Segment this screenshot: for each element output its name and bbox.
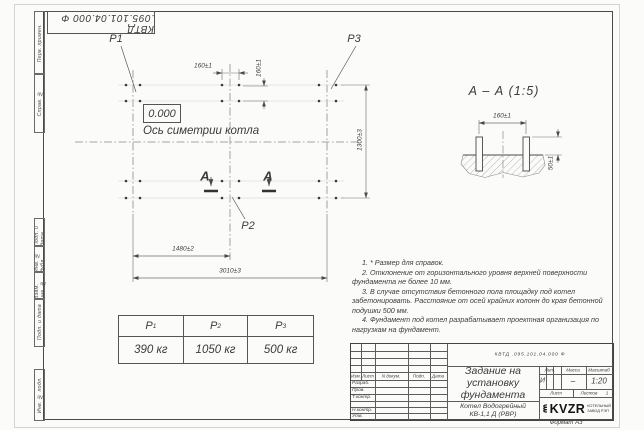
dim-160v-text: 160±1 (255, 58, 263, 78)
boiler-symmetry-axis-label: Ось симетрии котла (143, 125, 260, 137)
note-1: 1. * Размер для справок. (362, 258, 444, 267)
tb-scale-label: Масштаб (588, 367, 610, 373)
margin-label: Справ. № (36, 89, 43, 117)
load-point-p3-label: P3 (347, 33, 361, 45)
anchor-bolt-left (476, 137, 483, 171)
note-4: 4. Фундамент под котел разрабатывает проектная организация по нагрузкам на фундамент. (352, 315, 599, 334)
margin-label: Подп. и дата (36, 304, 43, 341)
tb-product-name: Котел Водогрейный КВ-1,1 Д (РВР) (460, 402, 526, 418)
tb-sheets-value: 1 (605, 390, 609, 396)
company-subtitle: КОТЕЛЬНЫЙ ЗАВОД РЭП (587, 404, 611, 413)
tb-row-nkontr: Н.контр. (352, 407, 373, 413)
format-label: Формат А3 (549, 420, 583, 426)
load-point-p1-label: P1 (109, 33, 123, 45)
margin-label: Инв. № дубл. (33, 252, 46, 272)
tb-row-prov: Пров. (352, 387, 365, 393)
tb-col-ndokum: N докум. (381, 373, 401, 379)
margin-label: Инв. № подл. (36, 376, 43, 414)
load-point-p2-label: P2 (241, 220, 255, 232)
technical-notes (352, 258, 632, 334)
tb-lit-value: И (539, 377, 546, 385)
plan-linework (75, 46, 370, 282)
tb-sheet-label: Лист (550, 390, 562, 396)
dim-1300-text: 1300±3 (356, 129, 364, 151)
tb-lit-label: Лит. (544, 367, 556, 373)
tb-col-podp: Подп. (412, 373, 426, 379)
loads-table-value-p1: 390 кг (119, 337, 184, 363)
section-letter-left: А (200, 168, 210, 184)
dim-160h-text: 160±1 (193, 62, 213, 70)
loads-table-header-p3: P 3 (248, 316, 313, 337)
dim-1480-text: 1480±2 (172, 245, 194, 253)
dim-50-text: 50±1 (547, 155, 555, 171)
loads-table-header-p2: P 2 (184, 316, 249, 337)
section-extension-lines (479, 120, 562, 155)
section-view-title: А – А (1:5) (468, 84, 540, 98)
title-block (350, 343, 614, 421)
tb-scale-value: 1:20 (591, 376, 607, 386)
tb-row-razrab: Разраб. (352, 380, 370, 386)
dim-3010-text: 3010±3 (219, 267, 241, 275)
axis-centerlines (75, 64, 362, 260)
note-3: 3. В случае отсутствия бетонного пола площадку под котел забетонировать. Расстояние от осей крайних колонн до края бетонной подушки 500 мм. (352, 286, 603, 315)
tb-row-tkontr: Т.контр. (352, 394, 372, 400)
elevation-value: 0.000 (148, 107, 176, 120)
tb-sheets-label: Листов (580, 390, 598, 396)
tb-col-list: Лист (362, 373, 374, 379)
margin-label: Перв. примен. (36, 23, 43, 63)
margin-label: Взам. инв. № (33, 279, 46, 299)
section-letter-right: А (263, 168, 273, 184)
loads-table-value-p2: 1050 кг (184, 337, 249, 363)
kvzr-coil-icon (541, 401, 548, 416)
tb-designation: КВТД .095.101.04.000 Ф (494, 352, 566, 358)
top-designation-text: КВТД .095.101.04.000 Ф (60, 11, 154, 34)
tb-mass-label: Масса (566, 367, 580, 373)
tb-col-data: Дата (431, 373, 445, 379)
tb-doc-title: Задание на установку фундамента (460, 365, 526, 401)
bolt-row-lines (118, 85, 344, 198)
dim-sec-160-text: 160±1 (492, 112, 512, 120)
tb-row-utv: Утв. (352, 413, 363, 419)
loads-table-header-p1: P 1 (119, 316, 184, 337)
company-logo (541, 398, 611, 419)
company-name: KVZR (549, 401, 586, 416)
note-2: 2. Отклонение от горизонтального уровня верхней поверхности фундамента не более 10 мм. (352, 267, 588, 286)
tb-col-izm: Изм. (351, 373, 361, 379)
margin-label: Подп. и дата (33, 225, 46, 246)
elevation-mark (143, 104, 181, 123)
loads-table-value-p3: 500 кг (263, 344, 298, 356)
tb-mass-value: – (570, 376, 576, 386)
loads-table (118, 315, 314, 364)
anchor-bolt-right (523, 137, 530, 171)
